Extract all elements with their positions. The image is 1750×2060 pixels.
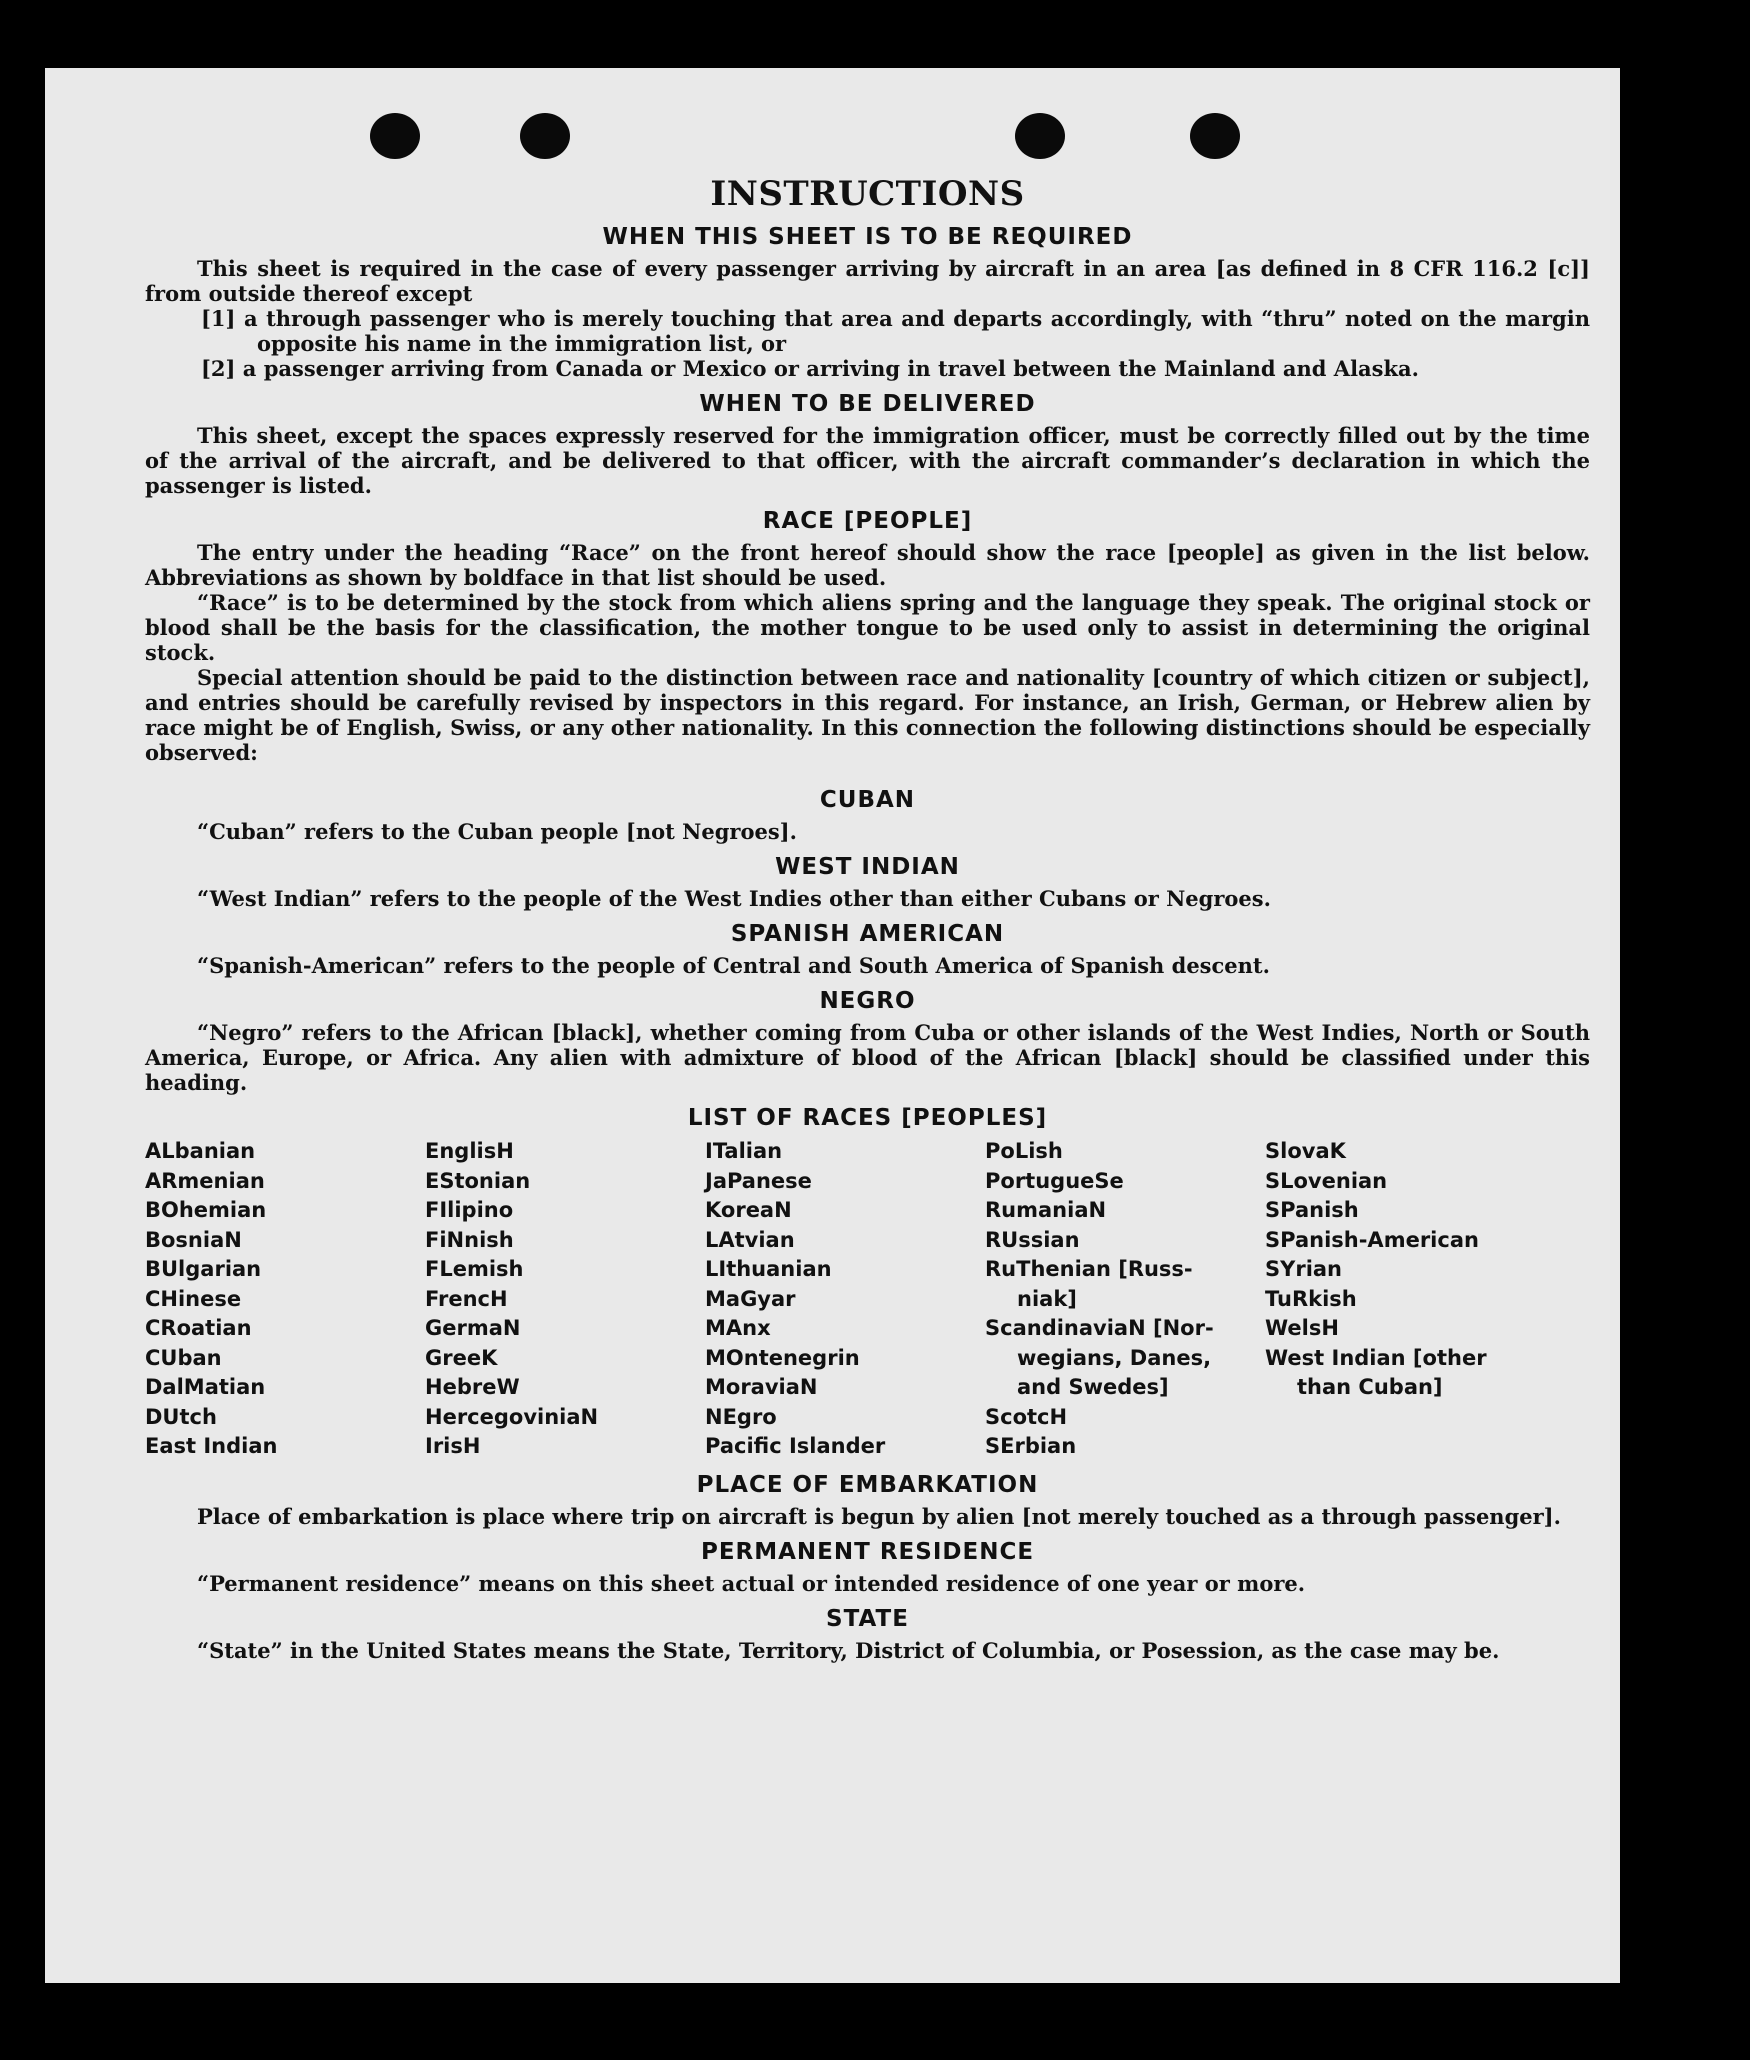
race-column bbox=[705, 1137, 985, 1462]
race-entry: EnglisH bbox=[425, 1139, 514, 1163]
race-entry: SErbian bbox=[985, 1434, 1077, 1458]
race-entry: SlovaK bbox=[1265, 1139, 1346, 1163]
race-entry: East Indian bbox=[145, 1434, 278, 1458]
race-entry: FLemish bbox=[425, 1257, 524, 1281]
race-entry: RumaniaN bbox=[985, 1198, 1107, 1222]
race-entry: FrencH bbox=[425, 1286, 508, 1311]
race-entry: FiNnish bbox=[425, 1227, 514, 1252]
list-item: [1] a through passenger who is merely touching that area and departs accordingly, with “thru” noted on the margin opposite his name in the immigration list, or bbox=[201, 306, 1590, 356]
section-heading: PLACE OF EMBARKATION bbox=[696, 1471, 1039, 1498]
race-entry: HercegovinіaN bbox=[425, 1404, 599, 1429]
race-column bbox=[1265, 1137, 1565, 1462]
punch-hole bbox=[1015, 113, 1065, 159]
race-entry: ALbanian bbox=[145, 1139, 256, 1163]
race-entry: SPanish bbox=[1265, 1198, 1359, 1222]
race-entry: IrisH bbox=[425, 1434, 481, 1458]
race-entry: LAtvian bbox=[705, 1227, 795, 1252]
paragraph: Special attention should be paid to the distinction between race and nationality [country of which citizen or subject], and entries should be carefully revised by inspectors in this regard. For instance, an Irish, German, or Hebrew alien by race might be of English, Swiss, or any other nationality. In this connection the following distinctions should be especially observed: bbox=[145, 665, 1590, 765]
race-entry: JaPanese bbox=[705, 1168, 812, 1193]
race-entry-continued: than Cuban] bbox=[1297, 1375, 1443, 1399]
paragraph: This sheet, except the spaces expressly reserved for the immigration officer, must be correctly filled out by the time of the arrival of the aircraft, and be delivered to that officer, with the aircraft commander’s declaration in which the passenger is listed. bbox=[145, 423, 1590, 498]
section-heading: WEST INDIAN bbox=[775, 854, 960, 880]
race-entry: WelsH bbox=[1265, 1316, 1339, 1340]
race-entry: LIthuanian bbox=[705, 1257, 832, 1281]
race-entry: SLovenian bbox=[1265, 1168, 1388, 1193]
paragraph: “West Indian” refers to the people of the West Indies other than either Cubans or Negroes. bbox=[197, 886, 1271, 911]
paragraph: “State” in the United States means the State, Territory, District of Columbia, or Posession, as the case may be. bbox=[197, 1637, 1500, 1663]
race-entry: EStonian bbox=[425, 1168, 531, 1193]
race-entry-continued: wegians, Danes, bbox=[1017, 1345, 1212, 1370]
punch-hole bbox=[1190, 113, 1240, 159]
paragraph: “Permanent residence” means on this sheet actual or intended residence of one year or more. bbox=[197, 1570, 1306, 1596]
section-heading: LIST OF RACES [PEOPLES] bbox=[687, 1105, 1048, 1131]
race-entry: MAnx bbox=[705, 1316, 771, 1340]
document-sheet bbox=[45, 68, 1620, 1983]
section-heading: NEGRO bbox=[819, 988, 916, 1014]
race-column bbox=[985, 1137, 1265, 1462]
race-entry: BOhemian bbox=[145, 1198, 267, 1222]
race-entry: PortugueSe bbox=[985, 1168, 1124, 1193]
race-entry: GermaN bbox=[425, 1316, 521, 1340]
race-entry-continued: niak] bbox=[1017, 1286, 1077, 1311]
race-entry: DUtch bbox=[145, 1404, 217, 1429]
section-heading: RACE [PEOPLE] bbox=[762, 508, 973, 534]
section-heading: PERMANENT RESIDENCE bbox=[700, 1538, 1035, 1565]
race-entry: FIlipino bbox=[425, 1198, 514, 1222]
paragraph: “Negro” refers to the African [black], whether coming from Cuba or other islands of the West Indies, North or South America, Europe, or Africa. Any alien with admixture of blood of the African [black] should be classified under this heading. bbox=[145, 1020, 1590, 1095]
paragraph: “Race” is to be determined by the stock from which aliens spring and the language they speak. The original stock or blood shall be the basis for the classification, the mother tongue to be used only to assist in determining the original stock. bbox=[145, 590, 1590, 665]
race-entry: SYrian bbox=[1265, 1257, 1343, 1281]
section-heading: CUBAN bbox=[819, 787, 916, 813]
race-entry: MOntenegrin bbox=[705, 1345, 860, 1370]
race-entry: GreeK bbox=[425, 1345, 498, 1370]
race-entry: ScotcH bbox=[985, 1404, 1068, 1429]
race-entry: KoreaN bbox=[705, 1198, 792, 1222]
race-entry: SPanish-American bbox=[1265, 1227, 1479, 1252]
paragraph: This sheet is required in the case of every passenger arriving by aircraft in an area [as defined in 8 CFR 116.2 [c]] from outside thereof except bbox=[145, 256, 1590, 306]
section-heading: WHEN TO BE DELIVERED bbox=[699, 391, 1036, 417]
section-heading: SPANISH AMERICAN bbox=[730, 921, 1005, 947]
race-entry: ScandinaviaN [Nor- bbox=[985, 1316, 1214, 1340]
race-entry: BUlgarian bbox=[145, 1257, 262, 1281]
paragraph: “Cuban” refers to the Cuban people [not Negroes]. bbox=[197, 819, 797, 844]
paragraph: “Spanish-American” refers to the people of Central and South America of Spanish descent. bbox=[197, 953, 1270, 978]
race-entry: West Indian [other bbox=[1265, 1345, 1487, 1370]
race-entry: ARmenian bbox=[145, 1168, 265, 1193]
race-entry: NEgro bbox=[705, 1404, 777, 1429]
race-entry: DalMatian bbox=[145, 1375, 266, 1399]
race-entry: TuRkish bbox=[1265, 1286, 1357, 1311]
race-entry: MoraviaN bbox=[705, 1375, 818, 1399]
race-entry-continued: and Swedes] bbox=[1017, 1375, 1169, 1399]
punch-hole bbox=[370, 113, 420, 159]
race-entry: CHinese bbox=[145, 1286, 242, 1311]
paragraph: The entry under the heading “Race” on the front hereof should show the race [people] as given in the list below. Abbreviations as shown by boldface in that list should be used. bbox=[145, 540, 1590, 590]
race-entry: HebreW bbox=[425, 1375, 520, 1399]
race-entry: PoLish bbox=[985, 1139, 1063, 1163]
race-column bbox=[425, 1137, 705, 1462]
race-column bbox=[145, 1137, 425, 1462]
race-entry: RUssian bbox=[985, 1227, 1080, 1252]
race-entry: CUban bbox=[145, 1345, 222, 1370]
race-entry: ITalian bbox=[705, 1139, 783, 1163]
paragraph: Place of embarkation is place where trip on aircraft is begun by alien [not merely touched as a through passenger]. bbox=[197, 1503, 1561, 1529]
section-heading: WHEN THIS SHEET IS TO BE REQUIRED bbox=[602, 224, 1133, 250]
race-entry: MaGyar bbox=[705, 1286, 796, 1311]
race-entry: CRoatian bbox=[145, 1316, 252, 1340]
page-title: INSTRUCTIONS bbox=[710, 174, 1025, 214]
punch-hole bbox=[520, 113, 570, 159]
section-heading: STATE bbox=[826, 1605, 909, 1632]
race-entry: BosniaN bbox=[145, 1227, 242, 1252]
race-entry: Pacific Islander bbox=[705, 1434, 886, 1458]
instructions-content bbox=[145, 174, 1590, 1663]
race-list bbox=[145, 1137, 1590, 1462]
list-item: [2] a passenger arriving from Canada or Mexico or arriving in travel between the Mainland and Alaska. bbox=[201, 356, 1419, 381]
race-entry: RuThenian [Russ- bbox=[985, 1257, 1193, 1281]
